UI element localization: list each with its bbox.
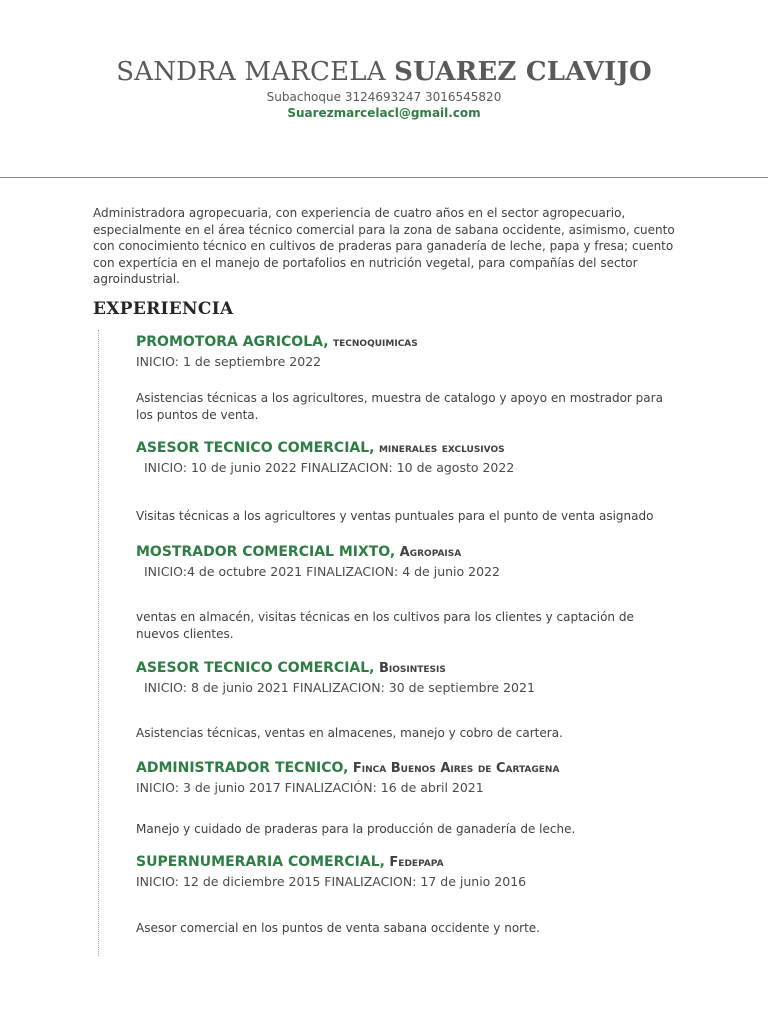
job-dates: INICIO:4 de octubre 2021 FINALIZACION: 4 de junio 2022 [144,564,500,579]
job-company: Finca Buenos Aires de Cartagena [352,761,560,776]
job-description: ventas en almacén, visitas técnicas en los cultivos para los clientes y captación de nuevos clientes. [136,610,634,641]
resume-header [0,55,768,121]
job-description: Visitas técnicas a los agricultores y ventas puntuales para el punto de venta asignado [136,509,654,523]
candidate-name [0,55,768,89]
job-entry [136,332,676,371]
job-description: Asistencias técnicas, ventas en almacenes, manejo y cobro de cartera. [136,726,563,740]
job-role: PROMOTORA AGRICOLA, [136,334,329,350]
job-description: Asistencias técnicas a los agricultores, muestra de catalogo y apoyo en mostrador para los puntos de venta. [136,391,663,422]
experience-heading: EXPERIENCIA [93,299,234,319]
job-title-line [136,758,676,779]
job-title-line [136,542,676,563]
timeline-dotted-line [98,330,99,956]
job-dates: INICIO: 8 de junio 2021 FINALIZACION: 30 de septiembre 2021 [144,680,535,695]
job-company: Fedepapa [389,855,444,870]
job-entry [136,542,676,581]
job-role: ASESOR TECNICO COMERCIAL, [136,440,375,456]
email-address[interactable]: Suarezmarcelacl@gmail.com [287,106,481,120]
profile-summary: Administradora agropecuaria, con experiencia de cuatro años en el sector agropecuario, especialmente en el área técnico comercial para la zona de sabana occidente, asimismo, cuento con conocimiento técnico en cultivos de praderas para ganadería de leche, papa y fresa; cuento con expertícia en el manejo de portafolios en nutrición vegetal, para compañías del sector agroindustrial. [93,206,675,286]
job-role: SUPERNUMERARIA COMERCIAL, [136,854,385,870]
job-title-line [136,438,676,459]
job-company: Biosintesis [378,661,446,676]
job-role: ADMINISTRADOR TECNICO, [136,760,349,776]
job-title-line [136,332,676,353]
job-dates: INICIO: 1 de septiembre 2022 [136,354,322,369]
job-company: minerales exclusivos [378,441,505,456]
job-entry [136,852,676,891]
job-dates: INICIO: 12 de diciembre 2015 FINALIZACION: 17 de junio 2016 [136,874,527,889]
job-description: Manejo y cuidado de praderas para la producción de ganadería de leche. [136,822,576,836]
job-dates: INICIO: 3 de junio 2017 FINALIZACIÓN: 16 de abril 2021 [136,780,484,795]
job-title-line [136,852,676,873]
header-divider [0,177,768,178]
job-description: Asesor comercial en los puntos de venta sabana occidente y norte. [136,921,540,935]
job-entry [136,758,676,797]
job-entry [136,658,676,697]
first-names: SANDRA MARCELA [116,57,386,87]
job-role: ASESOR TECNICO COMERCIAL, [136,660,375,676]
job-dates: INICIO: 10 de junio 2022 FINALIZACION: 10 de agosto 2022 [144,460,515,475]
last-names: SUAREZ CLAVIJO [394,57,652,87]
job-entry [136,438,676,477]
job-role: MOSTRADOR COMERCIAL MIXTO, [136,544,396,560]
location-phones: Subachoque 3124693247 3016545820 [266,90,502,104]
job-company: tecnoquimicas [333,335,418,350]
job-title-line [136,658,676,679]
job-company: Agropaisa [399,545,462,560]
